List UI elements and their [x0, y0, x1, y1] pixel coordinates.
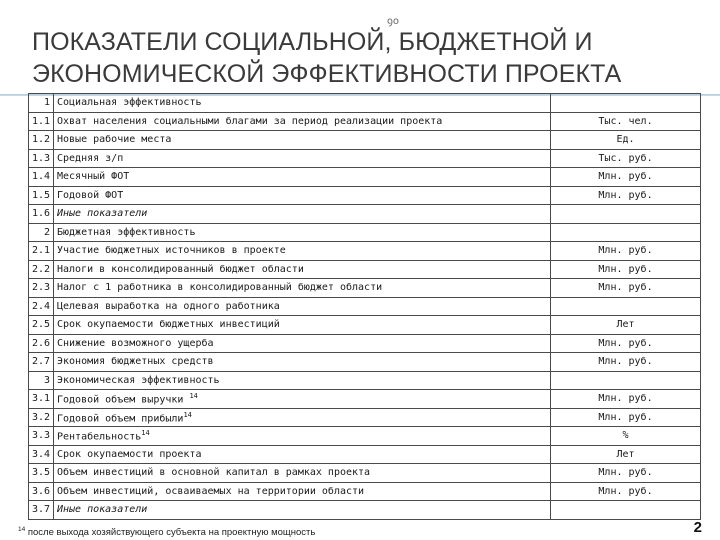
- row-name-cell: [54, 186, 551, 205]
- row-number-cell: 3.7: [29, 501, 54, 520]
- row-name: Социальная эффективность: [57, 97, 202, 109]
- row-name: Охват населения социальными благами за период реализации проекта: [57, 115, 443, 127]
- row-unit-cell: Млн. руб.: [551, 279, 701, 298]
- row-number-cell: 2.4: [29, 297, 54, 316]
- row-name: Объем инвестиций, осваиваемых на территории области: [57, 485, 365, 497]
- row-name: Экономия бюджетных средств: [57, 356, 214, 368]
- row-name: Целевая выработка на одного работника: [57, 300, 280, 312]
- row-unit-cell: [551, 223, 701, 242]
- table-row: [29, 149, 701, 168]
- row-name: Годовой объем прибыли: [57, 412, 184, 424]
- row-footnote-ref: 14: [189, 392, 198, 401]
- row-name-cell: [54, 242, 551, 261]
- row-name: Рентабельность: [57, 431, 142, 443]
- table-row: [29, 501, 701, 520]
- row-unit-cell: Млн. руб.: [551, 390, 701, 409]
- table-row: [29, 445, 701, 464]
- row-name-cell: [54, 427, 551, 446]
- row-number-cell: 3.4: [29, 445, 54, 464]
- row-name-cell: [54, 390, 551, 409]
- row-name: Налоги в консолидированный бюджет области: [57, 263, 304, 275]
- decorative-mark: ꝯo: [387, 16, 399, 27]
- row-name-cell: [54, 501, 551, 520]
- row-name: Срок окупаемости проекта: [57, 448, 202, 460]
- row-name-cell: [54, 408, 551, 427]
- row-name-cell: [54, 353, 551, 372]
- row-number-cell: 1.5: [29, 186, 54, 205]
- row-number-cell: 1.1: [29, 112, 54, 131]
- table-row: [29, 186, 701, 205]
- table-row: [29, 427, 701, 446]
- row-name-cell: [54, 112, 551, 131]
- row-number-cell: 1.2: [29, 131, 54, 150]
- table-row: [29, 316, 701, 335]
- footnote-mark: 14: [18, 526, 26, 533]
- row-number-cell: 1.3: [29, 149, 54, 168]
- table-row: [29, 168, 701, 187]
- table-section-row: [29, 94, 701, 113]
- row-unit-cell: %: [551, 427, 701, 446]
- row-name-cell: [54, 482, 551, 501]
- row-name-cell: [54, 131, 551, 150]
- row-number-cell: 1.4: [29, 168, 54, 187]
- footnote-text: после выхода хозяйствующего субъекта на проектную мощность: [25, 527, 316, 539]
- table-row: [29, 205, 701, 224]
- row-unit-cell: Тыс. чел.: [551, 112, 701, 131]
- row-unit-cell: Тыс. руб.: [551, 149, 701, 168]
- row-name: Годовой объем выручки: [57, 394, 190, 406]
- table-row: [29, 390, 701, 409]
- row-name-cell: [54, 94, 551, 113]
- table-section-row: [29, 371, 701, 390]
- table-row: [29, 408, 701, 427]
- row-unit-cell: [551, 371, 701, 390]
- row-unit-cell: Млн. руб.: [551, 464, 701, 483]
- row-unit-cell: Млн. руб.: [551, 482, 701, 501]
- table-section-row: [29, 223, 701, 242]
- row-name: Участие бюджетных источников в проекте: [57, 245, 286, 257]
- row-number-cell: 1.6: [29, 205, 54, 224]
- table-row: [29, 112, 701, 131]
- row-name-cell: [54, 149, 551, 168]
- row-number-cell: 3.6: [29, 482, 54, 501]
- row-name-cell: [54, 464, 551, 483]
- row-name: Месячный ФОТ: [57, 171, 130, 183]
- row-name: Налог с 1 работника в консолидированный бюджет области: [57, 282, 383, 294]
- row-name: Иные показатели: [57, 504, 148, 516]
- table-row: [29, 242, 701, 261]
- row-unit-cell: [551, 297, 701, 316]
- row-number-cell: 2.5: [29, 316, 54, 335]
- footnote: [18, 526, 315, 538]
- table-row: [29, 464, 701, 483]
- row-name: Новые рабочие места: [57, 134, 172, 146]
- row-unit-cell: Млн. руб.: [551, 353, 701, 372]
- row-name: Средняя з/п: [57, 152, 124, 164]
- row-name-cell: [54, 445, 551, 464]
- row-name: Снижение возможного ущерба: [57, 337, 214, 349]
- row-name-cell: [54, 223, 551, 242]
- row-footnote-ref: 14: [183, 410, 192, 419]
- row-name-cell: [54, 316, 551, 335]
- row-name: Срок окупаемости бюджетных инвестиций: [57, 319, 280, 331]
- row-number-cell: 2.1: [29, 242, 54, 261]
- row-number-cell: 2.6: [29, 334, 54, 353]
- row-unit-cell: Млн. руб.: [551, 334, 701, 353]
- table-row: [29, 279, 701, 298]
- row-unit-cell: Млн. руб.: [551, 408, 701, 427]
- row-unit-cell: Ед.: [551, 131, 701, 150]
- table-row: [29, 297, 701, 316]
- table-row: [29, 482, 701, 501]
- row-number-cell: 3.2: [29, 408, 54, 427]
- row-name: Объем инвестиций в основной капитал в рамках проекта: [57, 467, 371, 479]
- row-number-cell: 2.7: [29, 353, 54, 372]
- table-row: [29, 260, 701, 279]
- row-unit-cell: [551, 205, 701, 224]
- indicators-table: [28, 93, 701, 520]
- row-number-cell: 2: [29, 223, 54, 242]
- row-name-cell: [54, 279, 551, 298]
- row-number-cell: 1: [29, 94, 54, 113]
- table-row: [29, 131, 701, 150]
- table-row: [29, 353, 701, 372]
- row-name-cell: [54, 205, 551, 224]
- row-unit-cell: Лет: [551, 445, 701, 464]
- row-name-cell: [54, 297, 551, 316]
- table-row: [29, 334, 701, 353]
- row-unit-cell: [551, 94, 701, 113]
- title-line-2: ЭКОНОМИЧЕСКОЙ ЭФФЕКТИВНОСТИ ПРОЕКТА: [32, 60, 622, 88]
- row-name-cell: [54, 260, 551, 279]
- row-number-cell: 3.1: [29, 390, 54, 409]
- row-unit-cell: Млн. руб.: [551, 168, 701, 187]
- row-name: Бюджетная эффективность: [57, 226, 196, 238]
- row-name-cell: [54, 371, 551, 390]
- row-name: Экономическая эффективность: [57, 374, 220, 386]
- row-number-cell: 3.5: [29, 464, 54, 483]
- row-name: Иные показатели: [57, 208, 148, 220]
- title-line-1: ПОКАЗАТЕЛИ СОЦИАЛЬНОЙ, БЮДЖЕТНОЙ И: [32, 28, 593, 56]
- row-name: Годовой ФОТ: [57, 189, 124, 201]
- row-name-cell: [54, 168, 551, 187]
- row-footnote-ref: 14: [141, 429, 150, 438]
- row-unit-cell: [551, 501, 701, 520]
- row-number-cell: 2.2: [29, 260, 54, 279]
- row-number-cell: 2.3: [29, 279, 54, 298]
- row-unit-cell: Млн. руб.: [551, 186, 701, 205]
- row-unit-cell: Лет: [551, 316, 701, 335]
- row-number-cell: 3.3: [29, 427, 54, 446]
- row-unit-cell: Млн. руб.: [551, 260, 701, 279]
- page-number: 2: [693, 519, 702, 536]
- row-name-cell: [54, 334, 551, 353]
- row-unit-cell: Млн. руб.: [551, 242, 701, 261]
- row-number-cell: 3: [29, 371, 54, 390]
- slide-title: [32, 26, 692, 90]
